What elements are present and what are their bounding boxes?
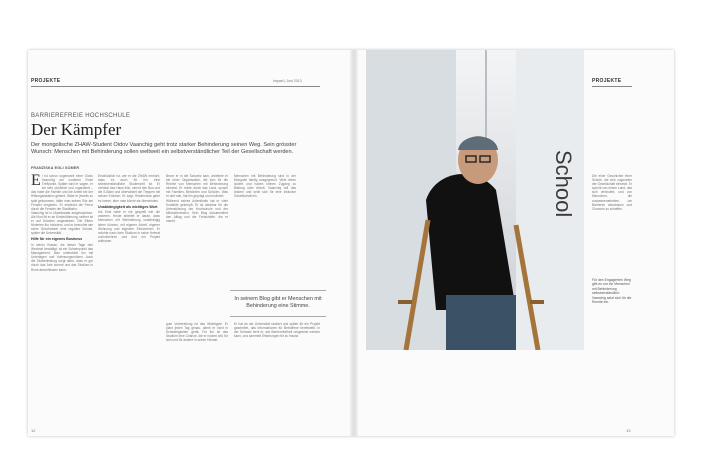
- body-paragraph: Eindrücklich ist, wie er die ZHAW erreicht, dass es auch für ihn eine selbstverständliche Studienzeit ist. Er verlässt das Haus früh, nimmt den Bus und die S-Bahn und überwindet die Treppen mit seinen Krücken. Er sagt, Hindernisse gebe es immer, aber man könne sie überwinden.: [98, 174, 160, 203]
- right-page-number: 13: [626, 428, 631, 433]
- article-kicker: BARRIEREFREIE HOCHSCHULE: [31, 113, 131, 119]
- article-title: Der Kämpfer: [31, 120, 122, 139]
- subheading: Unabhängigkeit als wichtiges Wort: [98, 204, 158, 209]
- subheading: Hilfe für ein eigenes Business: [31, 237, 83, 242]
- quote-rule-top: [230, 290, 326, 291]
- text-column-4: [234, 174, 296, 284]
- svg-text:School: School: [551, 150, 576, 218]
- left-section-label: PROJEKTE: [31, 78, 61, 84]
- body-paragraph: Die einer Geschichte einer Schule, die sich zugunsten der Gesellschaft einsetzt. Er spricht von einem Land, das sich verändert, und von Menschen, die zusammenarbeiten, um Barrieren abzubauen und Chancen zu schaffen.: [592, 174, 632, 211]
- drop-cap: E: [31, 174, 41, 189]
- text-column-6: [592, 174, 632, 274]
- body-paragraph: r ist schon sogenannt einer Oidov Vaanchig am vorderen Ende Treffpunkt. Später wird er sagen, er sei sehr pünktlich und organisiert – das habe die Familie und die Arbeit bei der Hilfsorganisation gelernt. Wäre er jeweils zu spät gekommen, hätte man seinen Sitz am Fenster vergeben. Er entdeckt die Ferne durch die Fenster der Stadtbahn.: [31, 174, 93, 211]
- body-paragraph: Als Kind habe er nie gespielt wie die anderen. Heute arbeitet er daran, dass Menschen mit Behinderung unabhängig leben können, mit eigener Arbeit, eigener Wohnung und eigenem Einkommen. Er möchte nach dem Studium in seine Heimat zurückkehren und dort ein Projekt aufbauen.: [98, 210, 160, 243]
- pull-quote: In seinem Blog gibt er Menschen mit Behinderung eine Stimme.: [234, 296, 322, 309]
- body-paragraph: Vaanchig ist in Ulaanbaatar aufgewachsen. Als Kind litt er an Kinderlähmung, seither ist er auf Krücken angewiesen. Die Eltern förderten ihn trotzdem, und er besuchte wie seine Geschwister eine reguläre Schule, später die Universität.: [31, 210, 93, 236]
- person-on-crutches-photo: [366, 50, 584, 350]
- text-column-4-lower: [234, 322, 320, 436]
- body-paragraph: gute Vorbereitung ist das Wichtigste. Er plant jeden Tag genau, damit er nicht in Schwierigkeiten gerät. Für ihn ist das Studium eine Chance, die er nutzen will, für sich und für andere in seiner Heimat.: [166, 322, 228, 343]
- article-lead: Der mongolische ZHAW-Student Oidov Vaanchig geht trotz starker Behinderung seinen Weg. Sein grösster Wunsch: Menschen mit Behinderung sollen weltweit ein selbstverständlicher Teil der Gesellschaft werden.: [31, 142, 297, 156]
- right-header-rule: [592, 86, 632, 87]
- page-gutter: [350, 50, 358, 436]
- text-column-3: [166, 174, 228, 284]
- left-page-number: 12: [31, 428, 36, 433]
- body-paragraph: Während seines Aufenthalts hat er viele Kontakte geknüpft. Er ist dankbar für die Unterstützung der Hochschule und der Mitstudierenden. Sein Blog dokumentiert den Alltag und die Fortschritte, die er macht.: [166, 198, 228, 224]
- text-column-3-lower: [166, 322, 228, 436]
- left-header-rule: [31, 86, 320, 87]
- photo-illustration: [366, 50, 584, 350]
- photo-caption: Für den Engagierten Weg gibt es nur ein Menschen mit Behinderung selbstverständlich: Vaanchig setzt sich für die Rechte ein.: [592, 278, 632, 305]
- text-column-1: [31, 174, 93, 436]
- byline: FRANZISKA EGLI SOMER: [31, 166, 80, 170]
- body-paragraph: In seiner Klasse, die dieser Tage den Wechsel bewältigt, ist ein Schwerpunkt das Management. Man unterstützt ihn mit Unterlagen und Vorlesungsnotizen. Auch die Studienleitung sorgt dafür, dass er gut durch das Jahr kommt und das Studium in Ruhe abschliessen kann.: [31, 243, 93, 272]
- body-paragraph: Bevor er in die Schweiz kam, arbeitete er bei einer Organisation, die sich für die Rechte von Menschen mit Behinderung einsetzt. Er reiste durch das Land, sprach mit Familien, Behörden und Schulen. Was er dort sah, hat ihn geprägt und motiviert.: [166, 174, 228, 199]
- body-paragraph: Menschen mit Behinderung sind in der Mongolei häufig ausgegrenzt. Viele leben isoliert und haben keinen Zugang zu Bildung oder Arbeit. Vaanchig will das ändern und setzt sich für eine inklusive Gesellschaft ein.: [234, 174, 296, 199]
- right-section-label: PROJEKTE: [592, 78, 622, 84]
- text-column-2: [98, 174, 160, 436]
- quote-rule-bottom: [230, 316, 326, 317]
- body-paragraph: Er hat an der Universität studiert und später für ein Projekt gearbeitet, das Informationen für Betroffene bereitstellt. In der Schweiz lernt er, wie Barrierefreiheit umgesetzt werden kann, und sammelt Erfahrungen für zu Hause.: [234, 322, 320, 339]
- issue-line: Impact | Juni 2013: [273, 79, 302, 83]
